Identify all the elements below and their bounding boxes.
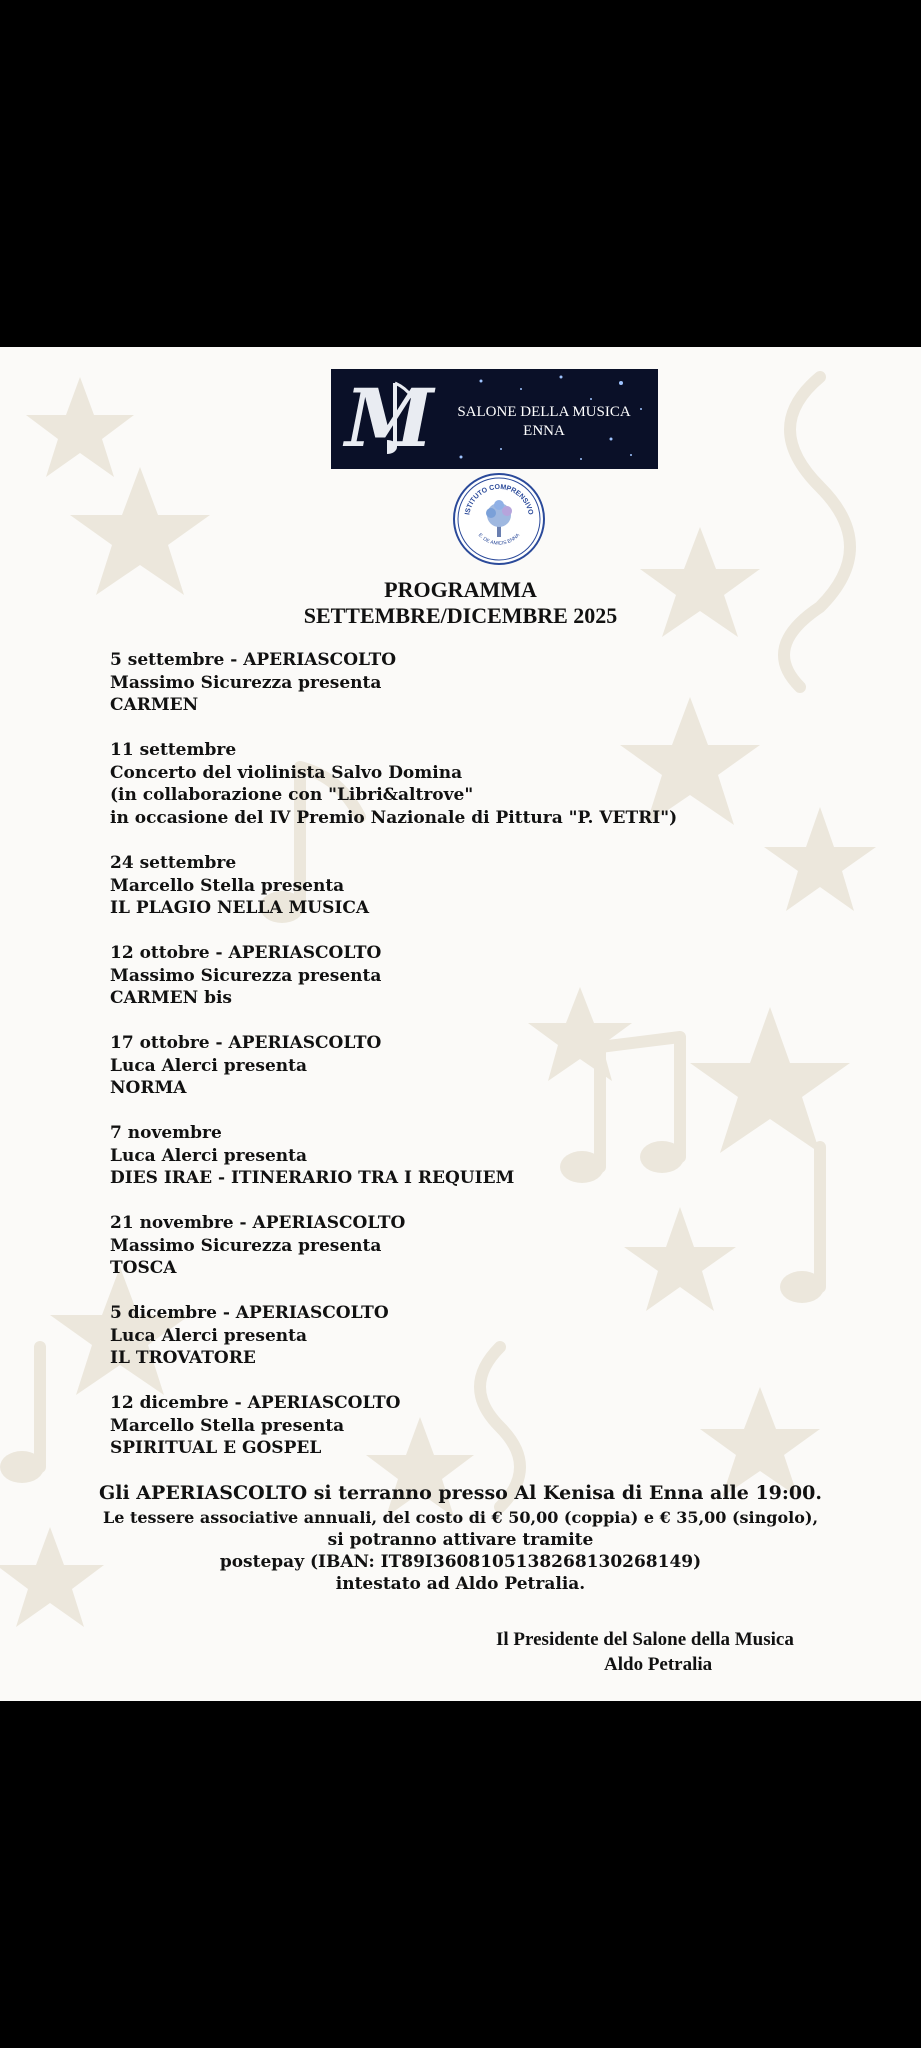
event-item xyxy=(110,1302,890,1370)
event-line: 12 dicembre - APERIASCOLTO xyxy=(110,1393,401,1413)
event-line: Massimo Sicurezza presenta xyxy=(110,965,382,986)
event-line: in occasione del IV Premio Nazionale di Pittura "P. VETRI") xyxy=(110,807,678,828)
event-line: Luca Alerci presenta xyxy=(110,1145,308,1166)
seal-bottom-text: E. DE AMICIS ENNA xyxy=(476,532,522,547)
signature-role: Il Presidente del Salone della Musica xyxy=(496,1629,794,1650)
event-line: 5 dicembre - APERIASCOLTO xyxy=(110,1303,389,1323)
event-line: Massimo Sicurezza presenta xyxy=(110,672,382,693)
event-line: IL PLAGIO NELLA MUSICA xyxy=(110,898,370,918)
logo-name xyxy=(439,403,649,441)
star-decoration xyxy=(70,467,210,595)
logo-name-line: ENNA xyxy=(523,423,565,439)
event-line: 12 ottobre - APERIASCOLTO xyxy=(110,943,382,963)
event-item xyxy=(110,649,890,717)
event-item xyxy=(110,852,890,920)
event-line: 24 settembre xyxy=(110,853,237,873)
event-line: 5 settembre - APERIASCOLTO xyxy=(110,650,397,670)
page-title: PROGRAMMA xyxy=(384,577,537,602)
footer-payment: postepay (IBAN: IT89I3608105138268130268149) xyxy=(219,1552,702,1572)
event-line: 17 ottobre - APERIASCOLTO xyxy=(110,1033,382,1053)
treble-clef-decoration xyxy=(784,377,850,687)
music-note-decoration xyxy=(0,1451,44,1483)
logo-name-line: SALONE DELLA MUSICA xyxy=(457,404,631,420)
event-item xyxy=(110,1122,890,1190)
event-item xyxy=(110,739,890,829)
event-line: Marcello Stella presenta xyxy=(110,1415,345,1436)
footer-holder: intestato ad Aldo Petralia. xyxy=(335,1574,586,1594)
event-line: CARMEN bis xyxy=(110,988,232,1008)
page-subtitle: SETTEMBRE/DICEMBRE 2025 xyxy=(303,603,618,628)
event-line: IL TROVATORE xyxy=(110,1348,256,1368)
seal-top-text: ISTITUTO COMPRENSIVO xyxy=(464,483,534,516)
event-line: SPIRITUAL E GOSPEL xyxy=(110,1438,322,1458)
event-line: Luca Alerci presenta xyxy=(110,1055,308,1076)
event-item xyxy=(110,1392,890,1460)
tree-icon xyxy=(486,500,512,537)
event-item xyxy=(110,942,890,1010)
footer-activation: si potranno attivare tramite xyxy=(327,1530,594,1550)
event-line: Luca Alerci presenta xyxy=(110,1325,308,1346)
event-line: 7 novembre xyxy=(110,1123,222,1143)
istituto-comprensivo-seal xyxy=(453,473,545,565)
footer-venue: Gli APERIASCOLTO si terranno presso Al Kenisa di Enna alle 19:00. xyxy=(99,1482,822,1504)
event-line: NORMA xyxy=(110,1078,187,1098)
logo-monogram: M xyxy=(345,371,434,465)
event-line: Concerto del violinista Salvo Domina xyxy=(110,762,463,783)
seal-graphic xyxy=(455,475,543,563)
event-line: 21 novembre - APERIASCOLTO xyxy=(110,1213,406,1233)
footer-fees: Le tessere associative annuali, del costo di € 50,00 (coppia) e € 35,00 (singolo), xyxy=(102,1508,819,1527)
star-decoration xyxy=(26,377,134,477)
event-line: Marcello Stella presenta xyxy=(110,875,345,896)
salone-della-musica-logo xyxy=(331,369,658,469)
event-line: (in collaborazione con "Libri&altrove" xyxy=(110,785,474,805)
signature-name: Aldo Petralia xyxy=(604,1654,713,1675)
event-line: TOSCA xyxy=(110,1258,177,1278)
event-line: CARMEN xyxy=(110,695,199,715)
event-item xyxy=(110,1212,890,1280)
event-item xyxy=(110,1032,890,1100)
poster xyxy=(0,347,921,1701)
event-line: DIES IRAE - ITINERARIO TRA I REQUIEM xyxy=(110,1168,515,1188)
event-line: 11 settembre xyxy=(110,740,237,760)
event-line: Massimo Sicurezza presenta xyxy=(110,1235,382,1256)
